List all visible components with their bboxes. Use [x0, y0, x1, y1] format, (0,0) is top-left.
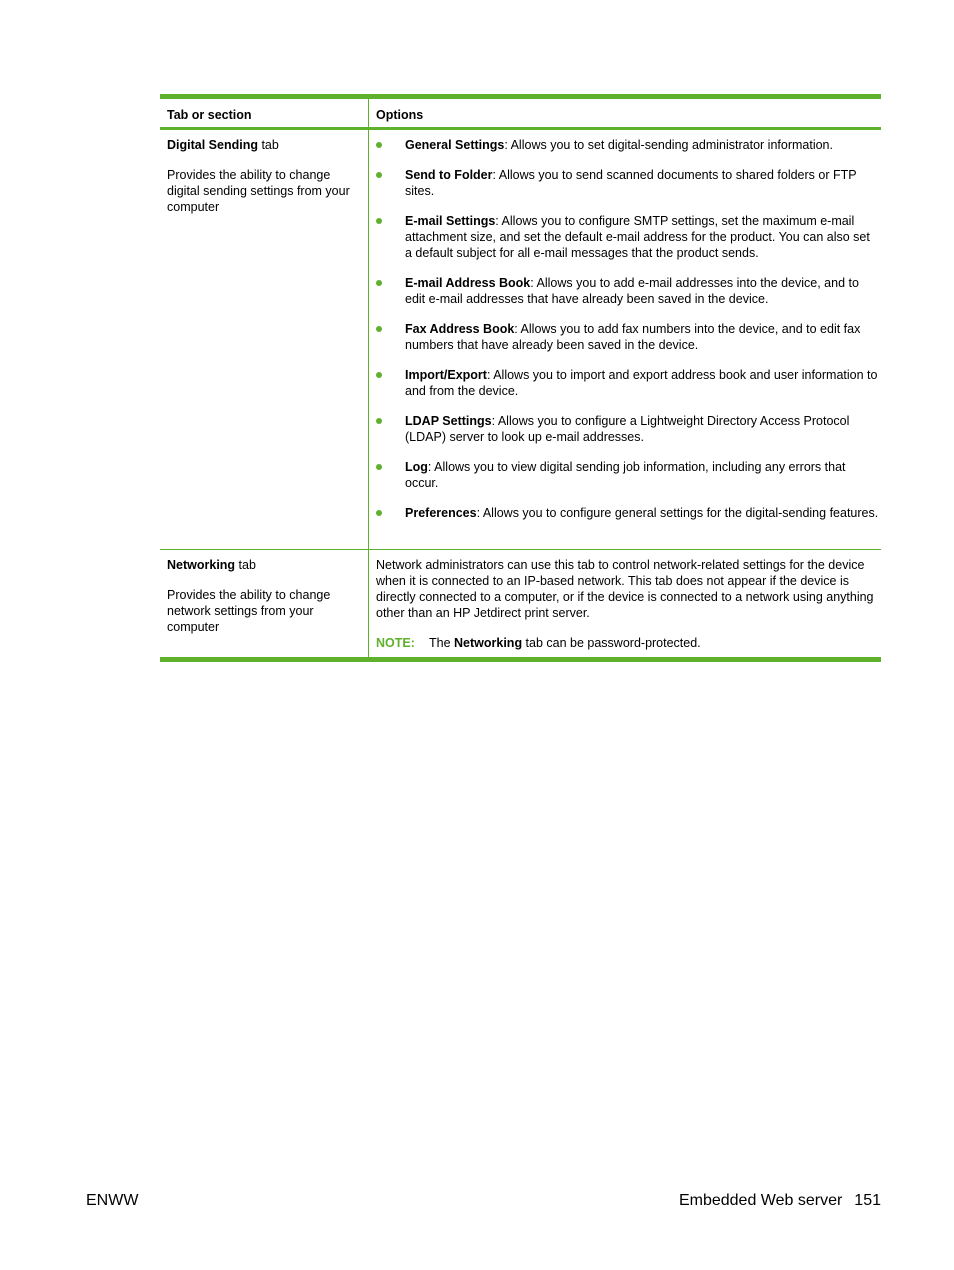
options-cell: [369, 550, 881, 657]
option-text: : Allows you to send scanned documents to shared folders or FTP sites.: [405, 168, 857, 198]
bullet-icon: [376, 326, 382, 332]
list-item: [376, 459, 881, 491]
header-options: Options: [376, 108, 424, 122]
option-text: : Allows you to add e-mail addresses into the device, and to edit e-mail addresses that have already been saved in the device.: [405, 276, 859, 306]
option-term: Import/Export: [405, 368, 487, 382]
table-header: [160, 99, 881, 130]
tab-name-bold: Digital Sending: [167, 138, 258, 152]
note-label: NOTE:: [376, 636, 415, 650]
tab-name-bold: Networking: [167, 558, 236, 572]
bullet-icon: [376, 464, 382, 470]
bullet-icon: [376, 280, 382, 286]
option-term: Log: [405, 460, 428, 474]
footer-section: Embedded Web server: [678, 1192, 843, 1209]
networking-description: Network administrators can use this tab to control network-related settings for the device when it is connected to an IP-based network. This tab does not appear if the device is directly connected to a computer, or if the device is connected to a network using anything other than an HP Jetdirect print server.: [376, 558, 874, 620]
table-row: [160, 130, 881, 550]
table-row: [160, 550, 881, 657]
bullet-icon: [376, 372, 382, 378]
list-item: [376, 137, 881, 153]
option-text: : Allows you to set digital-sending administrator information.: [504, 138, 833, 152]
option-term: Preferences: [405, 506, 477, 520]
option-term: E-mail Settings: [405, 214, 496, 228]
bullet-icon: [376, 142, 382, 148]
note-bold: Networking: [454, 636, 523, 650]
option-text: : Allows you to view digital sending job information, including any errors that occur.: [405, 460, 846, 490]
bullet-icon: [376, 218, 382, 224]
tab-description: Provides the ability to change digital sending settings from your computer: [167, 168, 350, 214]
tab-name-suffix: tab: [235, 558, 256, 572]
tab-name-suffix: tab: [257, 138, 279, 152]
tab-cell: [160, 130, 369, 549]
page-number: 151: [854, 1192, 881, 1209]
option-term: General Settings: [405, 138, 505, 152]
list-item: [376, 413, 881, 445]
options-table: [160, 94, 881, 662]
bullet-icon: [376, 418, 382, 424]
header-tab-or-section: Tab or section: [160, 99, 369, 127]
footer-left: ENWW: [86, 1192, 139, 1209]
list-item: [376, 321, 881, 353]
option-term: E-mail Address Book: [405, 276, 531, 290]
list-item: [376, 505, 881, 521]
tab-name: [167, 557, 360, 573]
option-text: : Allows you to import and export address book and user information to and from the device.: [405, 368, 878, 398]
tab-cell: [160, 550, 369, 657]
bullet-icon: [376, 510, 382, 516]
footer-right: [679, 1193, 881, 1209]
option-term: Fax Address Book: [405, 322, 515, 336]
option-term: LDAP Settings: [405, 414, 492, 428]
options-cell: [369, 130, 881, 549]
note-post: tab can be password-protected.: [522, 636, 701, 650]
list-item: [376, 213, 881, 261]
note-pre: The: [429, 636, 455, 650]
option-term: Send to Folder: [405, 168, 493, 182]
option-text: : Allows you to configure general settings for the digital-sending features.: [476, 506, 879, 520]
note: [376, 635, 881, 651]
list-item: [376, 367, 881, 399]
list-item: [376, 275, 881, 307]
option-text: : Allows you to add fax numbers into the device, and to edit fax numbers that have already been saved in the device.: [405, 322, 861, 352]
option-text: : Allows you to configure SMTP settings, set the maximum e-mail attachment size, and set the default e-mail address for the product. You can also set a default subject for all e-mail messages that the product sends.: [405, 214, 870, 260]
list-item: [376, 167, 881, 199]
tab-name: [167, 137, 360, 153]
table-bottom-rule: [160, 657, 881, 662]
options-list: [376, 137, 881, 521]
tab-description: Provides the ability to change network settings from your computer: [167, 588, 331, 634]
option-text: : Allows you to configure a Lightweight Directory Access Protocol (LDAP) server to look up e-mail addresses.: [405, 414, 850, 444]
bullet-icon: [376, 172, 382, 178]
